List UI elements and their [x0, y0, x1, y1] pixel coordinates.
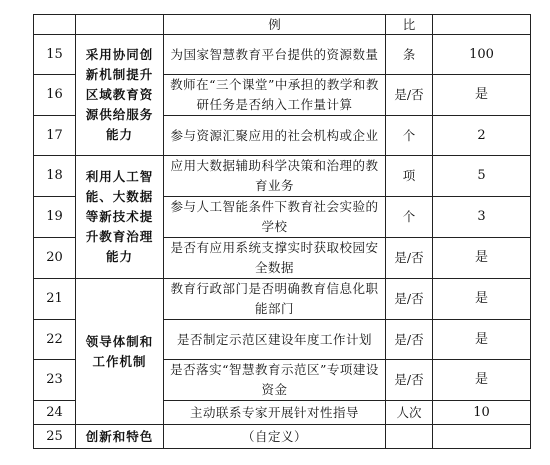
row-description: 参与人工智能条件下教育社会实验的学校	[164, 197, 386, 238]
table-row	[34, 425, 531, 449]
row-unit: 是/否	[386, 360, 433, 401]
row-unit: 是/否	[386, 238, 433, 279]
row-unit: 人次	[386, 401, 433, 425]
row-value: 5	[433, 156, 531, 197]
row-description: （自定义）	[164, 425, 386, 449]
row-number: 24	[34, 401, 76, 425]
row-description: 主动联系专家开展针对性指导	[164, 401, 386, 425]
row-description: 是否制定示范区建设年度工作计划	[164, 320, 386, 360]
indicator-table	[33, 14, 531, 449]
row-number: 21	[34, 279, 76, 320]
category-cell: 采用协同创新机制提升区域教育资源供给服务能力	[76, 35, 164, 156]
row-number: 25	[34, 425, 76, 449]
row-description: 应用大数据辅助科学决策和治理的教育业务	[164, 156, 386, 197]
row-unit: 项	[386, 156, 433, 197]
row-value	[433, 425, 531, 449]
row-value: 是	[433, 279, 531, 320]
row-number: 19	[34, 197, 76, 238]
table-row	[34, 279, 531, 320]
row-unit: 个	[386, 197, 433, 238]
table-row	[34, 35, 531, 75]
row-description: 为国家智慧教育平台提供的资源数量	[164, 35, 386, 75]
row-value: 是	[433, 238, 531, 279]
row-number: 15	[34, 35, 76, 75]
row-value: 2	[433, 116, 531, 156]
row-description: 是否有应用系统支撑实时获取校园安全数据	[164, 238, 386, 279]
row-number: 20	[34, 238, 76, 279]
header-cell-example: 例	[164, 15, 386, 35]
row-number: 17	[34, 116, 76, 156]
row-number: 22	[34, 320, 76, 360]
row-value: 是	[433, 320, 531, 360]
row-value: 是	[433, 360, 531, 401]
row-value: 100	[433, 35, 531, 75]
row-number: 18	[34, 156, 76, 197]
row-number: 16	[34, 75, 76, 116]
category-cell: 利用人工智能、大数据等新技术提升教育治理能力	[76, 156, 164, 279]
header-cell-empty	[433, 15, 531, 35]
category-cell: 领导体制和工作机制	[76, 279, 164, 425]
row-description: 参与资源汇聚应用的社会机构或企业	[164, 116, 386, 156]
category-cell: 创新和特色	[76, 425, 164, 449]
header-cell-empty	[76, 15, 164, 35]
row-description: 教育行政部门是否明确教育信息化职能部门	[164, 279, 386, 320]
row-unit: 条	[386, 35, 433, 75]
table-row	[34, 156, 531, 197]
row-unit: 是/否	[386, 75, 433, 116]
row-value: 3	[433, 197, 531, 238]
row-value: 是	[433, 75, 531, 116]
row-description: 是否落实“智慧教育示范区”专项建设资金	[164, 360, 386, 401]
row-unit	[386, 425, 433, 449]
row-description: 教师在“三个课堂”中承担的教学和教研任务是否纳入工作量计算	[164, 75, 386, 116]
header-cell-empty	[34, 15, 76, 35]
table-header-row	[34, 15, 531, 35]
header-cell-ratio: 比	[386, 15, 433, 35]
row-unit: 个	[386, 116, 433, 156]
row-unit: 是/否	[386, 320, 433, 360]
row-number: 23	[34, 360, 76, 401]
row-unit: 是/否	[386, 279, 433, 320]
row-value: 10	[433, 401, 531, 425]
